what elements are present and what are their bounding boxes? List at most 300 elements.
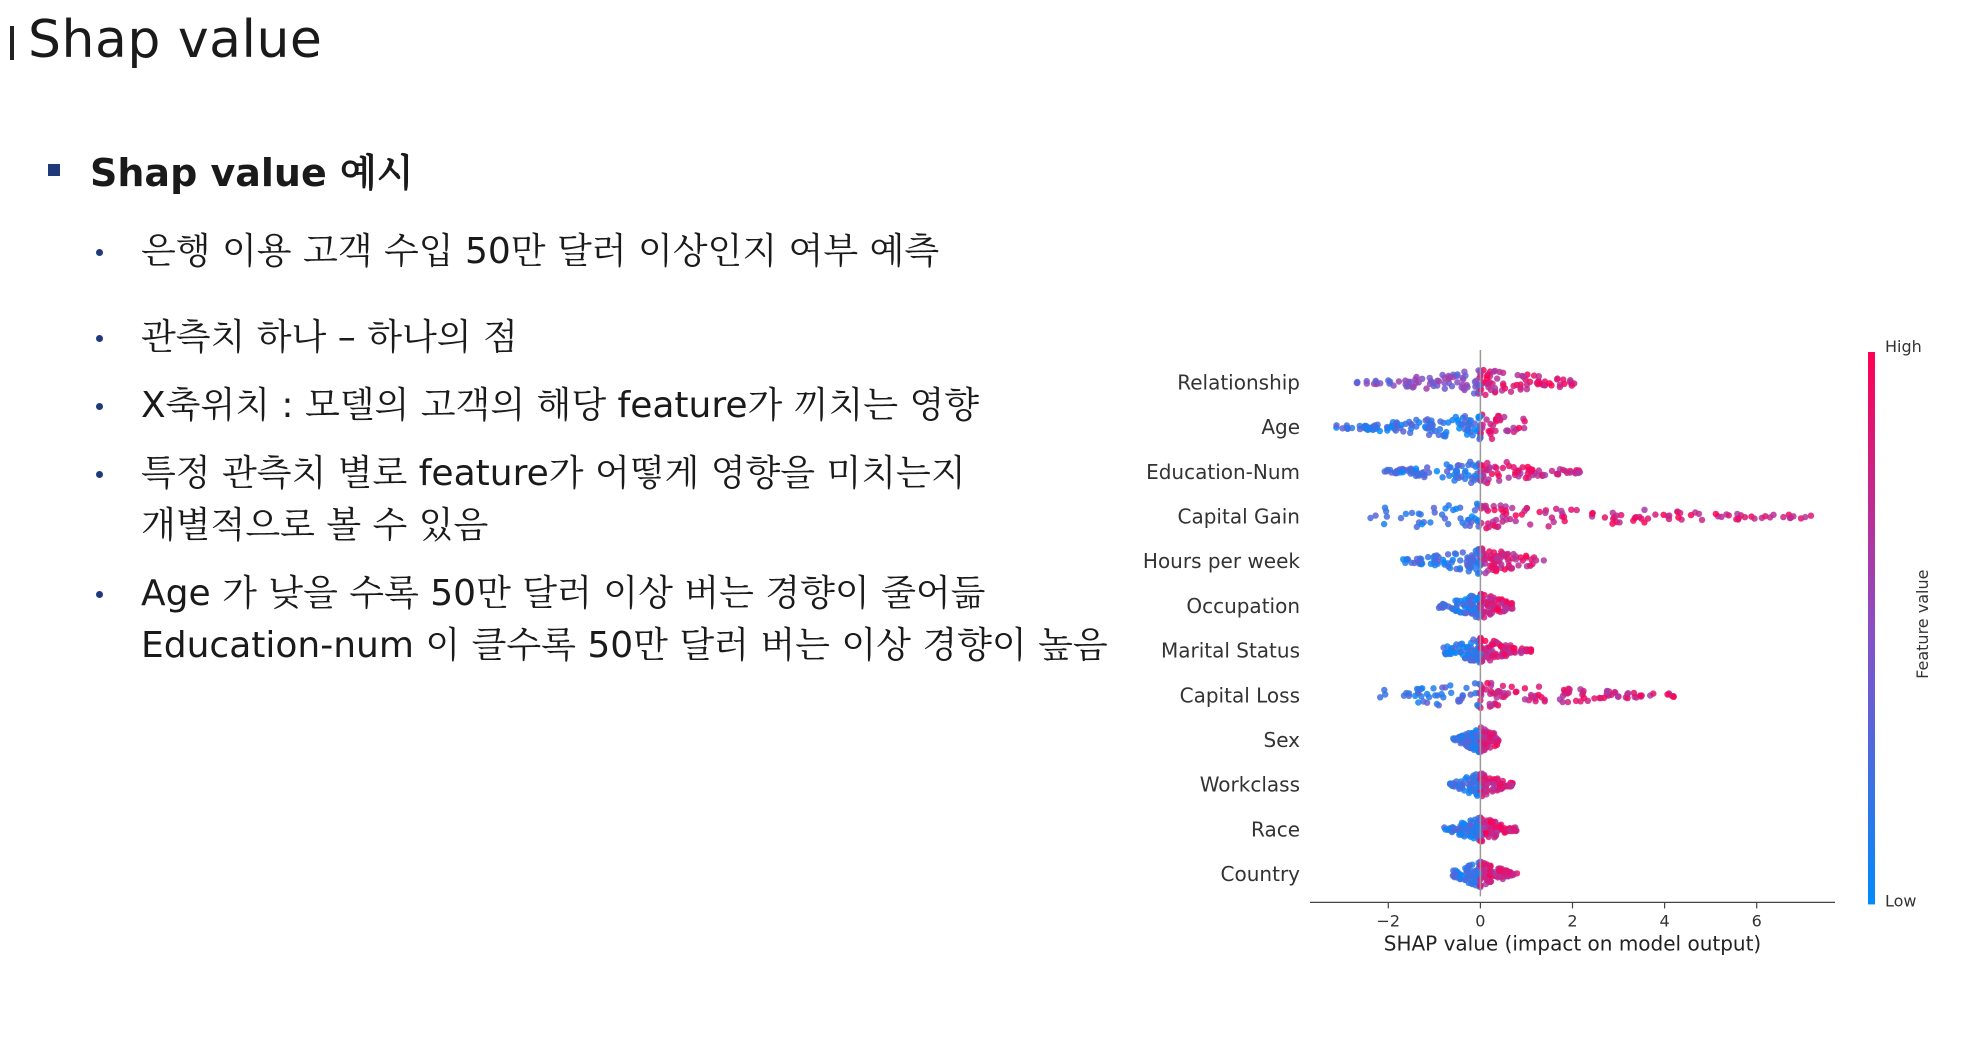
feature-label: Country (1220, 862, 1300, 887)
shap-point (1448, 690, 1454, 696)
shap-point (1522, 685, 1528, 691)
shap-point (1491, 781, 1497, 787)
bullet-item (96, 380, 979, 432)
shap-point (1451, 477, 1457, 483)
shap-point (1500, 683, 1506, 689)
feature-label: Hours per week (1142, 549, 1300, 574)
shap-point (1372, 512, 1378, 518)
shap-point (1483, 416, 1489, 422)
shap-point (1500, 370, 1506, 376)
shap-point (1417, 558, 1423, 564)
shap-point (1735, 515, 1741, 521)
feature-swarm (1436, 591, 1516, 621)
shap-point (1436, 432, 1442, 438)
shap-point (1462, 596, 1468, 602)
shap-point (1453, 641, 1459, 647)
x-ticks (1376, 902, 1761, 930)
shap-point (1472, 611, 1478, 617)
shap-point (1381, 521, 1387, 527)
shap-point (1414, 471, 1420, 477)
shap-point (1463, 774, 1469, 780)
shap-point (1424, 691, 1430, 697)
shap-point (1509, 684, 1515, 690)
shap-point (1403, 511, 1409, 517)
shap-point (1533, 557, 1539, 563)
shap-point (1434, 468, 1440, 474)
bullet-dot-icon (96, 403, 103, 410)
shap-point (1542, 472, 1548, 478)
shap-point (1491, 595, 1497, 601)
x-tick-label: 4 (1659, 911, 1670, 931)
shap-point (1436, 378, 1442, 384)
shap-point (1497, 416, 1503, 422)
shap-point (1403, 690, 1409, 696)
shap-point (1497, 781, 1503, 787)
shap-point (1580, 688, 1586, 694)
feature-swarm (1450, 859, 1521, 891)
shap-point (1499, 518, 1505, 524)
shap-point (1423, 417, 1429, 423)
shap-point (1440, 601, 1446, 607)
shap-point (1441, 559, 1447, 565)
square-bullet-icon (48, 164, 60, 176)
shap-point (1510, 872, 1516, 878)
shap-point (1467, 822, 1473, 828)
shap-point (1439, 372, 1445, 378)
shap-point (1589, 511, 1595, 517)
shap-point (1500, 551, 1506, 557)
shap-point (1602, 514, 1608, 520)
shap-point (1527, 563, 1533, 569)
feature-label: Capital Gain (1177, 504, 1300, 529)
shap-point (1390, 419, 1396, 425)
shap-point (1522, 418, 1528, 424)
bullet-text: Age 가 낮을 수록 50만 달러 이상 버는 경향이 줄어듦 (141, 573, 986, 614)
shap-point (1518, 650, 1524, 656)
shap-point (1490, 422, 1496, 428)
shap-point (1434, 701, 1440, 707)
shap-point (1402, 560, 1408, 566)
shap-point (1560, 376, 1566, 382)
shap-point (1482, 570, 1488, 576)
section-title: Shap value 예시 (90, 151, 414, 195)
shap-point (1412, 693, 1418, 699)
shap-point (1541, 557, 1547, 563)
shap-point (1542, 697, 1548, 703)
shap-point (1514, 467, 1520, 473)
shap-point (1509, 565, 1515, 571)
shap-point (1474, 702, 1480, 708)
shap-point (1409, 510, 1415, 516)
shap-point (1517, 384, 1523, 390)
shap-point (1574, 507, 1580, 513)
shap-point (1448, 782, 1454, 788)
shap-point (1407, 379, 1413, 385)
shap-point (1515, 372, 1521, 378)
shap-point (1604, 688, 1610, 694)
feature-swarm (1367, 501, 1814, 532)
shap-point (1384, 513, 1390, 519)
feature-label: Workclass (1199, 772, 1300, 797)
shap-point (1675, 514, 1681, 520)
shap-point (1472, 507, 1478, 513)
shap-point (1501, 694, 1507, 700)
shap-point (1468, 880, 1474, 886)
shap-point (1460, 421, 1466, 427)
x-axis-label: SHAP value (impact on model output) (1383, 931, 1762, 956)
shap-point (1462, 470, 1468, 476)
shap-point (1354, 379, 1360, 385)
shap-point (1471, 786, 1477, 792)
shap-point (1492, 523, 1498, 529)
shap-point (1489, 564, 1495, 570)
shap-point (1506, 475, 1512, 481)
shap-point (1808, 513, 1814, 519)
shap-point (1450, 826, 1456, 832)
bullet-text: Education-num 이 클수록 50만 달러 버는 이상 경향이 높음 (141, 625, 1108, 666)
shap-point (1483, 830, 1489, 836)
shap-point (1554, 375, 1560, 381)
shap-point (1496, 473, 1502, 479)
shap-point (1452, 737, 1458, 743)
shap-point (1453, 551, 1459, 557)
shap-point (1431, 505, 1437, 511)
shap-point (1470, 636, 1476, 642)
shap-point (1762, 513, 1768, 519)
shap-point (1432, 692, 1438, 698)
x-tick-label: 0 (1475, 911, 1486, 931)
shap-point (1561, 514, 1567, 520)
shap-point (1442, 386, 1448, 392)
shap-point (1483, 506, 1489, 512)
shap-point (1545, 523, 1551, 529)
bullet-dot-icon (96, 591, 103, 598)
shap-point (1460, 376, 1466, 382)
bullet-dot-icon (96, 249, 103, 256)
shap-point (1641, 507, 1647, 513)
shap-point (1502, 385, 1508, 391)
shap-point (1494, 739, 1500, 745)
feature-swarm (1400, 545, 1547, 577)
shap-point (1457, 565, 1463, 571)
shap-point (1513, 518, 1519, 524)
shap-point (1496, 868, 1502, 874)
shap-point (1486, 701, 1492, 707)
shap-point (1442, 515, 1448, 521)
shap-point (1333, 422, 1339, 428)
shap-point (1490, 641, 1496, 647)
shap-point (1571, 380, 1577, 386)
shap-point (1513, 689, 1519, 695)
feature-label: Capital Loss (1179, 683, 1300, 708)
feature-label: Race (1250, 817, 1300, 842)
shap-point (1460, 652, 1466, 658)
shap-point (1524, 382, 1530, 388)
shap-point (1430, 422, 1436, 428)
shap-point (1443, 429, 1449, 435)
shap-point (1501, 652, 1507, 658)
shap-point (1466, 568, 1472, 574)
shap-point (1520, 374, 1526, 380)
shap-point (1464, 558, 1470, 564)
shap-point (1461, 369, 1467, 375)
shap-point (1439, 684, 1445, 690)
shap-point (1713, 511, 1719, 517)
shap-point (1415, 686, 1421, 692)
shap-point (1459, 785, 1465, 791)
shap-point (1502, 566, 1508, 572)
shap-summary-chart (1090, 330, 1950, 1000)
shap-point (1788, 514, 1794, 520)
shap-point (1510, 383, 1516, 389)
shap-point (1489, 652, 1495, 658)
shap-point (1437, 418, 1443, 424)
feature-swarm (1333, 412, 1528, 443)
bullet-item (96, 226, 939, 278)
bullet-item (96, 312, 518, 364)
shap-point (1496, 688, 1502, 694)
shap-point (1454, 469, 1460, 475)
feature-label: Education-Num (1146, 459, 1300, 484)
shap-point (1462, 865, 1468, 871)
shap-point (1458, 695, 1464, 701)
feature-swarm (1382, 459, 1584, 487)
colorbar-low-label: Low (1885, 891, 1917, 911)
shap-point (1469, 780, 1475, 786)
colorbar (1868, 352, 1875, 904)
shap-point (1470, 557, 1476, 563)
shap-point (1426, 469, 1432, 475)
shap-point (1468, 742, 1474, 748)
shap-point (1463, 610, 1469, 616)
shap-point (1461, 820, 1467, 826)
shap-point (1557, 696, 1563, 702)
shap-point (1473, 651, 1479, 657)
shap-point (1482, 638, 1488, 644)
shap-point (1492, 824, 1498, 830)
shap-point (1555, 471, 1561, 477)
bullet-text: 관측치 하나 – 하나의 점 (141, 317, 518, 358)
shap-point (1430, 685, 1436, 691)
shap-point (1387, 467, 1393, 473)
shap-point (1549, 468, 1555, 474)
shap-point (1392, 470, 1398, 476)
shap-point (1449, 417, 1455, 423)
shap-point (1638, 516, 1644, 522)
shap-point (1542, 510, 1548, 516)
shap-point (1666, 516, 1672, 522)
shap-point (1625, 690, 1631, 696)
shap-point (1650, 690, 1656, 696)
shap-point (1549, 514, 1555, 520)
shap-point (1474, 823, 1480, 829)
shap-point (1467, 459, 1473, 465)
shap-point (1398, 515, 1404, 521)
shap-point (1460, 549, 1466, 555)
shap-point (1613, 512, 1619, 518)
shap-point (1377, 380, 1383, 386)
shap-point (1637, 692, 1643, 698)
shap-point (1413, 417, 1419, 423)
shap-point (1382, 505, 1388, 511)
shap-point (1531, 372, 1537, 378)
shap-point (1491, 507, 1497, 513)
shap-point (1468, 597, 1474, 603)
shap-point (1462, 476, 1468, 482)
shap-point (1482, 824, 1488, 830)
bullet-item (96, 448, 966, 552)
shap-point (1699, 517, 1705, 523)
feature-label: Occupation (1186, 593, 1300, 618)
shap-point (1381, 687, 1387, 693)
bullet-text: 은행 이용 고객 수입 50만 달러 이상인지 여부 예측 (141, 231, 940, 272)
shap-point (1671, 694, 1677, 700)
shap-point (1488, 818, 1494, 824)
feature-swarm (1447, 770, 1516, 799)
shap-point (1454, 371, 1460, 377)
feature-swarm (1354, 367, 1578, 398)
shap-point (1440, 694, 1446, 700)
shap-point (1780, 514, 1786, 520)
feature-label: Relationship (1177, 370, 1300, 395)
shap-point (1522, 696, 1528, 702)
shap-point (1536, 509, 1542, 515)
shap-point (1473, 731, 1479, 737)
x-tick-label: −2 (1376, 911, 1401, 931)
shap-point (1565, 686, 1571, 692)
shap-point (1457, 515, 1463, 521)
shap-point (1564, 470, 1570, 476)
shap-point (1454, 607, 1460, 613)
x-tick-label: 2 (1567, 911, 1578, 931)
shap-point (1489, 603, 1495, 609)
shap-point (1616, 519, 1622, 525)
shap-point (1445, 551, 1451, 557)
shap-point (1484, 375, 1490, 381)
shap-point (1506, 783, 1512, 789)
shap-point (1484, 680, 1490, 686)
shap-point (1418, 511, 1424, 517)
shap-point (1432, 562, 1438, 568)
shap-point (1527, 521, 1533, 527)
shap-point (1385, 377, 1391, 383)
shap-point (1493, 465, 1499, 471)
shap-point (1500, 465, 1506, 471)
shap-point (1506, 463, 1512, 469)
shap-point (1444, 468, 1450, 474)
shap-point (1726, 512, 1732, 518)
shap-point (1575, 470, 1581, 476)
colorbar-high-label: High (1885, 337, 1922, 356)
shap-point (1364, 380, 1370, 386)
shap-point (1513, 512, 1519, 518)
shap-point (1452, 870, 1458, 876)
shap-point (1631, 690, 1637, 696)
shap-point (1591, 695, 1597, 701)
shap-point (1339, 425, 1345, 431)
shap-point (1430, 380, 1436, 386)
shap-point (1664, 691, 1670, 697)
shap-point (1548, 382, 1554, 388)
shap-point (1802, 514, 1808, 520)
shap-point (1503, 507, 1509, 513)
shap-point (1493, 517, 1499, 523)
feature-label: Marital Status (1160, 638, 1300, 663)
bullet-text: 개별적으로 볼 수 있음 (141, 505, 489, 546)
shap-point (1474, 793, 1480, 799)
section-heading (48, 142, 413, 197)
shap-point (1419, 376, 1425, 382)
feature-label: Sex (1263, 727, 1300, 752)
shap-point (1508, 601, 1514, 607)
shap-point (1503, 607, 1509, 613)
title-marker (10, 26, 14, 60)
shap-point (1446, 502, 1452, 508)
shap-point (1377, 428, 1383, 434)
shap-point (1396, 378, 1402, 384)
shap-point (1415, 699, 1421, 705)
shap-point (1486, 524, 1492, 530)
shap-point (1473, 548, 1479, 554)
shap-point (1632, 515, 1638, 521)
bullet-dot-icon (96, 471, 103, 478)
shap-point (1393, 427, 1399, 433)
shap-point (1481, 592, 1487, 598)
page-title: Shap value (28, 10, 323, 70)
feature-swarm (1450, 724, 1502, 755)
shap-point (1536, 684, 1542, 690)
shap-point (1557, 384, 1563, 390)
shap-point (1469, 475, 1475, 481)
shap-point (1445, 521, 1451, 527)
colorbar-title: Feature value (1913, 569, 1932, 679)
shap-point (1525, 471, 1531, 477)
shap-point (1453, 506, 1459, 512)
shap-point (1439, 474, 1445, 480)
shap-point (1455, 462, 1461, 468)
shap-point (1419, 521, 1425, 527)
shap-point (1488, 552, 1494, 558)
shap-point (1496, 873, 1502, 879)
shap-point (1503, 427, 1509, 433)
shap-point (1508, 389, 1514, 395)
bullet-dot-icon (96, 335, 103, 342)
shap-point (1513, 828, 1519, 834)
shap-point (1457, 830, 1463, 836)
shap-point (1507, 516, 1513, 522)
shap-point (1488, 688, 1494, 694)
shap-point (1461, 739, 1467, 745)
shap-point (1532, 698, 1538, 704)
shap-point (1449, 383, 1455, 389)
shap-point (1524, 505, 1530, 511)
shap-point (1457, 557, 1463, 563)
shap-point (1472, 680, 1478, 686)
bullet-item (96, 568, 1108, 672)
shap-point (1487, 610, 1493, 616)
shap-point (1474, 501, 1480, 507)
bullet-text: X축위치 : 모델의 고객의 해당 feature가 끼치는 영향 (141, 385, 980, 426)
shap-point (1427, 519, 1433, 525)
shap-point (1464, 431, 1470, 437)
shap-point (1585, 698, 1591, 704)
shap-point (1447, 648, 1453, 654)
shap-point (1460, 385, 1466, 391)
shap-point (1609, 521, 1615, 527)
shap-point (1516, 425, 1522, 431)
feature-swarm (1377, 680, 1677, 711)
shap-point (1441, 380, 1447, 386)
